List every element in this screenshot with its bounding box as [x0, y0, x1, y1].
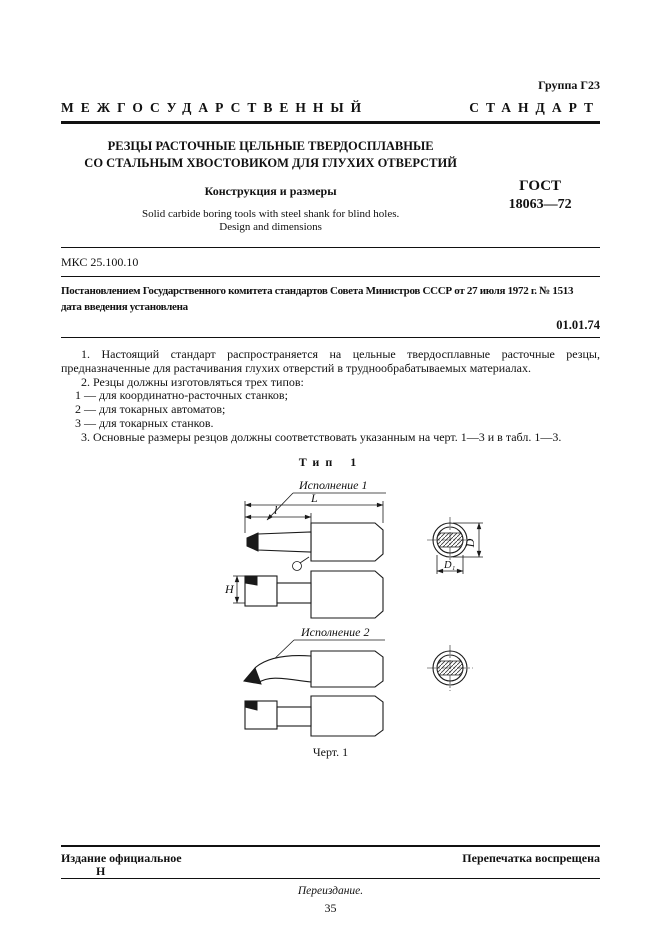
official-edition-line2: Н: [96, 864, 106, 878]
dim-D1-label: D₁: [444, 560, 456, 572]
gost-number: 18063—72: [508, 197, 572, 212]
paragraph-3: 3. Основные размеры резцов должны соответствовать указанным на черт. 1—3 и в табл. 1—3.: [81, 429, 562, 444]
decree-line-1: Постановлением Государственного комитета стандартов Совета Министров СССР от 27 июля 1972 г. № 1513: [61, 285, 574, 298]
footer-rule-top: [61, 845, 600, 847]
standard-type-header: [61, 100, 600, 116]
official-edition-label: Издание официальное: [61, 851, 182, 865]
tool4-side-view: [245, 696, 383, 736]
effective-date: 01.01.74: [556, 317, 600, 332]
tool2-side-view: [245, 571, 383, 618]
document-title: [61, 138, 480, 172]
english-line-2: Design and dimensions: [219, 220, 322, 233]
standard-word-1: МЕЖГОСУДАРСТВЕННЫЙ: [61, 100, 369, 115]
type-line-1: 1 — для координатно-расточных станков;: [75, 388, 288, 403]
title-column: [61, 138, 480, 234]
reprint-notice: Перепечатка воспрещена: [462, 851, 600, 865]
page-number: 35: [324, 901, 337, 915]
type-line-2: 2 — для токарных автоматов;: [75, 402, 226, 417]
dim-L-label: L: [311, 491, 318, 506]
reissue-note: Переиздание.: [297, 885, 364, 897]
title-line-1: РЕЗЦЫ РАСТОЧНЫЕ ЦЕЛЬНЫЕ ТВЕРДОСПЛАВНЫЕ: [107, 139, 434, 153]
surface-mark: [293, 557, 310, 571]
dimension-D1: [437, 555, 463, 574]
figure-1-drawing: [61, 473, 600, 743]
paragraph-2: 2. Резцы должны изготовляться трех типов:: [81, 374, 304, 389]
gost-word: ГОСТ: [519, 178, 562, 194]
execution1-label: Исполнение 1: [299, 478, 368, 493]
tool3-end-view: [427, 645, 473, 691]
execution1-label-group: [267, 478, 386, 520]
type-line-3: 3 — для токарных станков.: [75, 415, 214, 430]
divider-rule: [61, 276, 600, 277]
english-line-1: Solid carbide boring tools with steel shank for blind holes.: [141, 207, 400, 220]
tool1-top-view: [247, 523, 383, 561]
paragraph-1: 1. Настоящий стандарт распространяется на цельные твердосплавные расточные резцы, предназначенные для растачивания глухих отверстий в труднообрабатываемых материалах.: [61, 346, 600, 375]
tool3-top-view: [244, 651, 383, 687]
group-label: Группа Г23: [538, 78, 600, 92]
standard-word-2: СТАНДАРТ: [469, 100, 600, 115]
footer-row: [61, 851, 600, 866]
title-block: [61, 138, 600, 234]
execution2-label: Исполнение 2: [301, 625, 370, 640]
mks-code: МКС 25.100.10: [61, 255, 139, 270]
decree-line-2: дата введения установлена: [61, 300, 188, 313]
figure-caption: Черт. 1: [312, 745, 349, 760]
subtitle: Конструкция и размеры: [204, 183, 337, 198]
decree-paragraph: [61, 284, 600, 315]
technical-drawing: [61, 473, 600, 743]
type-heading: Тип 1: [298, 455, 363, 470]
dim-H-label: H: [225, 582, 234, 597]
dim-l-label: l: [274, 503, 278, 518]
header-rule: [61, 121, 600, 124]
tool1-end-view: [427, 517, 483, 574]
english-title: [61, 208, 480, 234]
footer-rule-bottom: [61, 878, 600, 879]
divider-rule: [61, 337, 600, 338]
divider-rule: [61, 247, 600, 248]
dimension-l: [245, 503, 311, 525]
title-line-2: СО СТАЛЬНЫМ ХВОСТОВИКОМ ДЛЯ ГЛУХИХ ОТВЕРСТИЙ: [84, 155, 457, 170]
body-text: [61, 348, 600, 445]
dim-D-label: D: [463, 539, 477, 548]
gost-designation: [480, 138, 600, 234]
